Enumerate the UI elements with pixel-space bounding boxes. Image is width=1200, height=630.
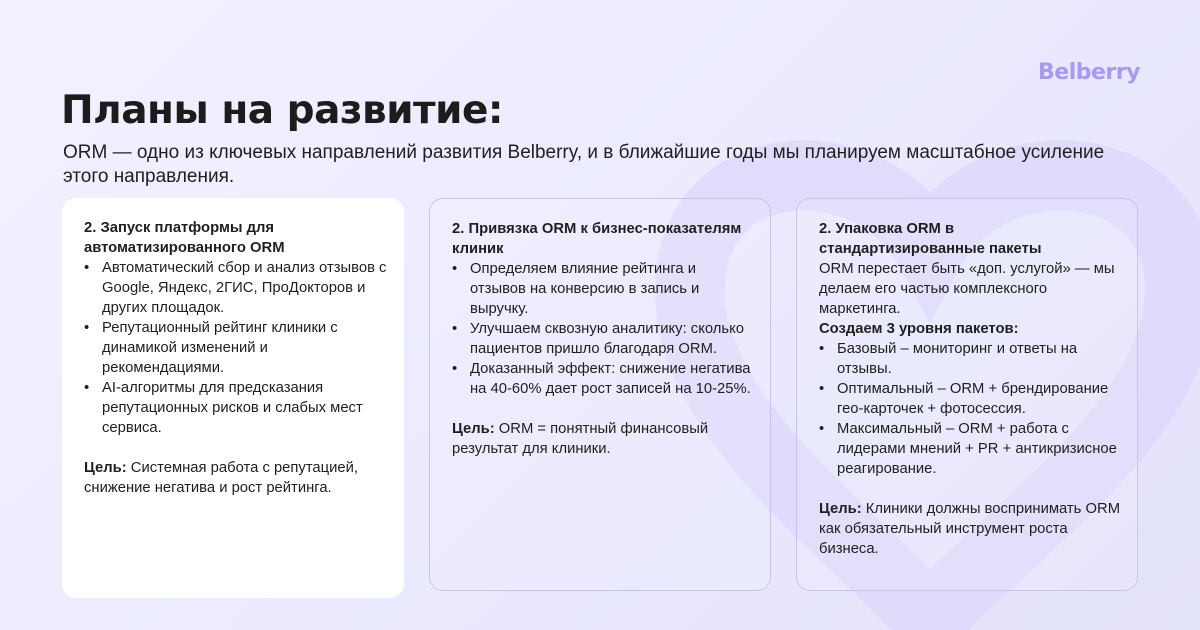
list-item: • AI-алгоритмы для предсказания репутационных рисков и слабых мест сервиса. <box>84 378 388 438</box>
card-standard-packages <box>796 198 1138 591</box>
goal-label: Цель: <box>452 421 495 437</box>
card-subheading: Создаем 3 уровня пакетов: <box>819 321 1019 337</box>
bullet-list <box>819 339 1121 479</box>
card-intro: ORM перестает быть «доп. услугой» — мы делаем его частью комплексного маркетинга. <box>819 261 1115 317</box>
page-subtitle: ORM — одно из ключевых направлений развития Belberry, и в ближайшие годы мы планируем масштабное усиление этого направления. <box>63 142 1105 187</box>
goal-text: Клиники должны воспринимать ORM как обязательный инструмент роста бизнеса. <box>819 501 1121 557</box>
list-item: • Максимальный – ORM + работа с лидерами мнений + PR + антикризисное реагирование. <box>819 419 1121 479</box>
page-title: Планы на развитие: <box>61 88 504 133</box>
card-goal <box>84 458 388 498</box>
list-item: • Оптимальный – ORM + брендирование гео-карточек + фотосессия. <box>819 379 1121 419</box>
card-goal <box>819 499 1121 559</box>
card-title: 2. Привязка ORM к бизнес-показателям клиник <box>452 221 742 257</box>
belberry-logo: Belberry <box>1038 60 1140 85</box>
card-goal <box>452 419 754 459</box>
goal-label: Цель: <box>84 460 127 476</box>
list-item: • Автоматический сбор и анализ отзывов с Google, Яндекс, 2ГИС, ПроДокторов и других площадок. <box>84 258 388 318</box>
list-item: • Определяем влияние рейтинга и отзывов на конверсию в запись и выручку. <box>452 259 754 319</box>
card-business-metrics <box>429 198 771 591</box>
card-title: 2. Запуск платформы для автоматизированного ORM <box>84 220 285 256</box>
list-item: • Улучшаем сквозную аналитику: сколько пациентов пришло благодаря ORM. <box>452 319 754 359</box>
bullet-list <box>84 258 388 438</box>
list-item: • Репутационный рейтинг клиники с динамикой изменений и рекомендациями. <box>84 318 388 378</box>
card-automation-platform <box>62 198 404 598</box>
card-title: 2. Упаковка ORM в стандартизированные пакеты <box>819 221 1042 257</box>
list-item: • Доказанный эффект: снижение негатива на 40-60% дает рост записей на 10-25%. <box>452 359 754 399</box>
list-item: • Базовый – мониторинг и ответы на отзывы. <box>819 339 1121 379</box>
goal-label: Цель: <box>819 501 862 517</box>
bullet-list <box>452 259 754 399</box>
goal-text: ORM = понятный финансовый результат для клиники. <box>452 421 709 457</box>
goal-text: Системная работа с репутацией, снижение негатива и рост рейтинга. <box>84 460 359 496</box>
